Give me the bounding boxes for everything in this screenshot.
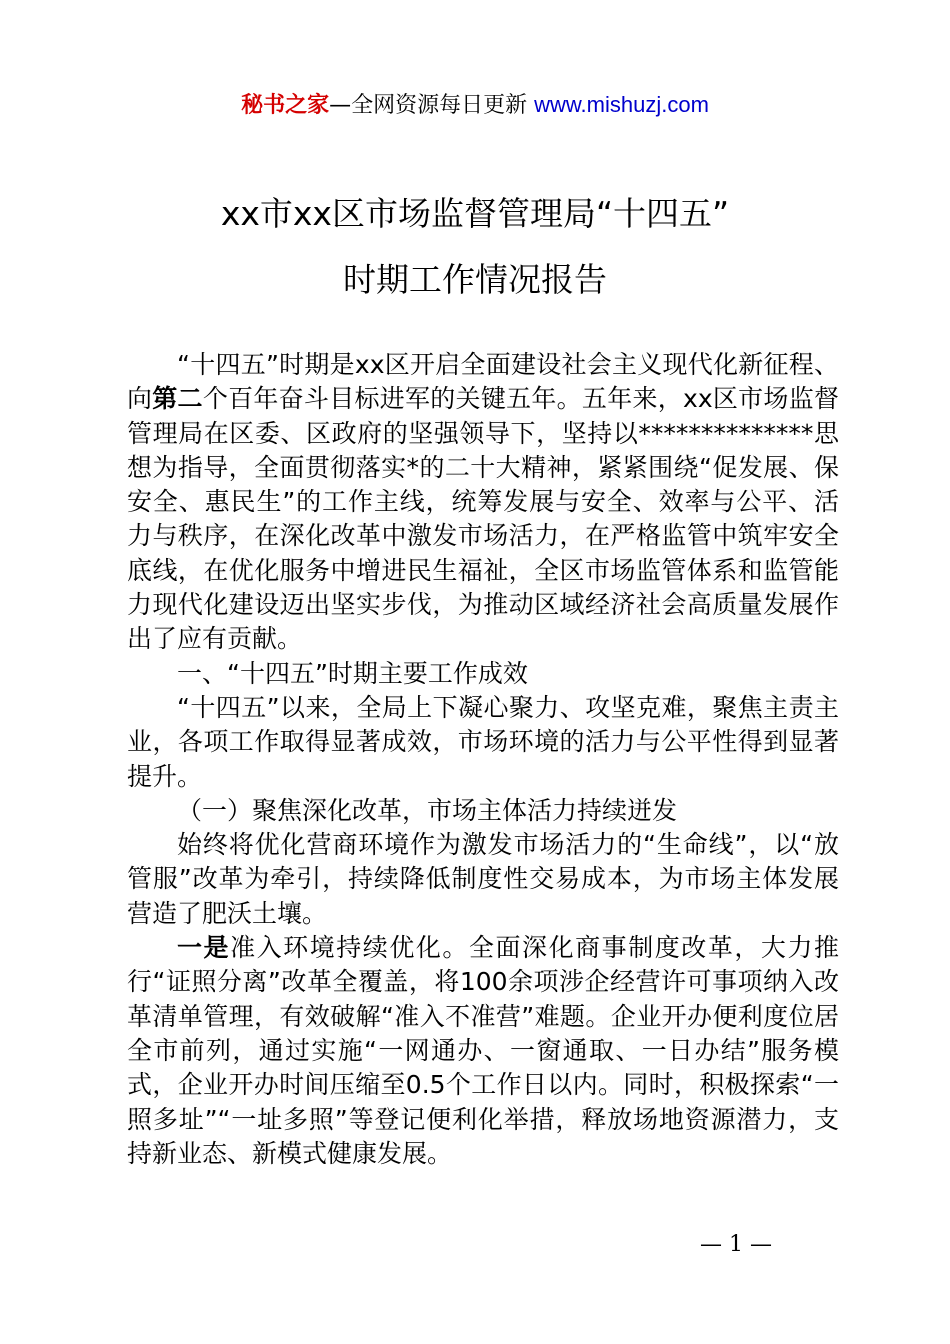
- document-title-line-2: 时期工作情况报告: [343, 260, 607, 299]
- subsection-heading-1: （一）聚焦深化改革，市场主体活力持续迸发: [177, 795, 678, 825]
- intro-text-rest: 个百年奋斗目标进军的关键五年。五年来，xx区市场监督管理局在区委、区政府的坚强领导下，坚持以**************思想为指导，全面贯彻落实*的二十大精神，紧紧围绕“促发展、保安全、惠民生”的工作主线，统筹发展与安全、效率与公平、活力与秩序，在深化改革中激发市场活力，在严格监管中筑牢安全底线，在优化服务中增进民生福祉，全区市场监管体系和监管能力现代化建设迈出坚实步伐，为推动区域经济社会高质量发展作出了应有贡献。: [127, 384, 839, 654]
- section-heading-1: 一、“十四五”时期主要工作成效: [177, 658, 528, 688]
- intro-paragraph: [127, 348, 839, 657]
- point-1-lead: 一是: [177, 933, 231, 963]
- document-title-line-1: xx市xx区市场监督管理局“十四五”: [220, 194, 730, 233]
- section-1-paragraph: “十四五”以来，全局上下凝心聚力、攻坚克难，聚焦主责主业，各项工作取得显著成效，市场环境的活力与公平性得到显著提升。: [127, 692, 839, 791]
- intro-text-start: “十四五”时期是xx区开启全面建设社会主义现代化新征程、向: [127, 350, 839, 414]
- intro-bold-phrase: 第二: [152, 384, 203, 414]
- page-number: — 1 —: [700, 1232, 772, 1257]
- site-banner: [0, 88, 950, 123]
- point-1-paragraph: [127, 931, 839, 1171]
- document-body: [127, 348, 839, 1171]
- subsection-1-paragraph: 始终将优化营商环境作为激发市场活力的“生命线”，以“放管服”改革为牵引，持续降低制度性交易成本，为市场主体发展营造了肥沃土壤。: [127, 830, 839, 928]
- site-slogan: —全网资源每日更新: [329, 93, 535, 118]
- point-1-text: 准入环境持续优化。全面深化商事制度改革，大力推行“证照分离”改革全覆盖，将100余项涉企经营许可事项纳入改革清单管理，有效破解“准入不准营”难题。企业开办便利度位居全市前列，通过实施“一网通办、一窗通取、一日办结”服务模式，企业开办时间压缩至0.5个工作日以内。同时，积极探索“一照多址”“一址多照”等登记便利化举措，释放场地资源潜力，支持新业态、新模式健康发展。: [127, 933, 839, 1168]
- site-brand: 秘书之家: [241, 93, 330, 118]
- site-url-link[interactable]: www.mishuzj.com: [534, 92, 709, 117]
